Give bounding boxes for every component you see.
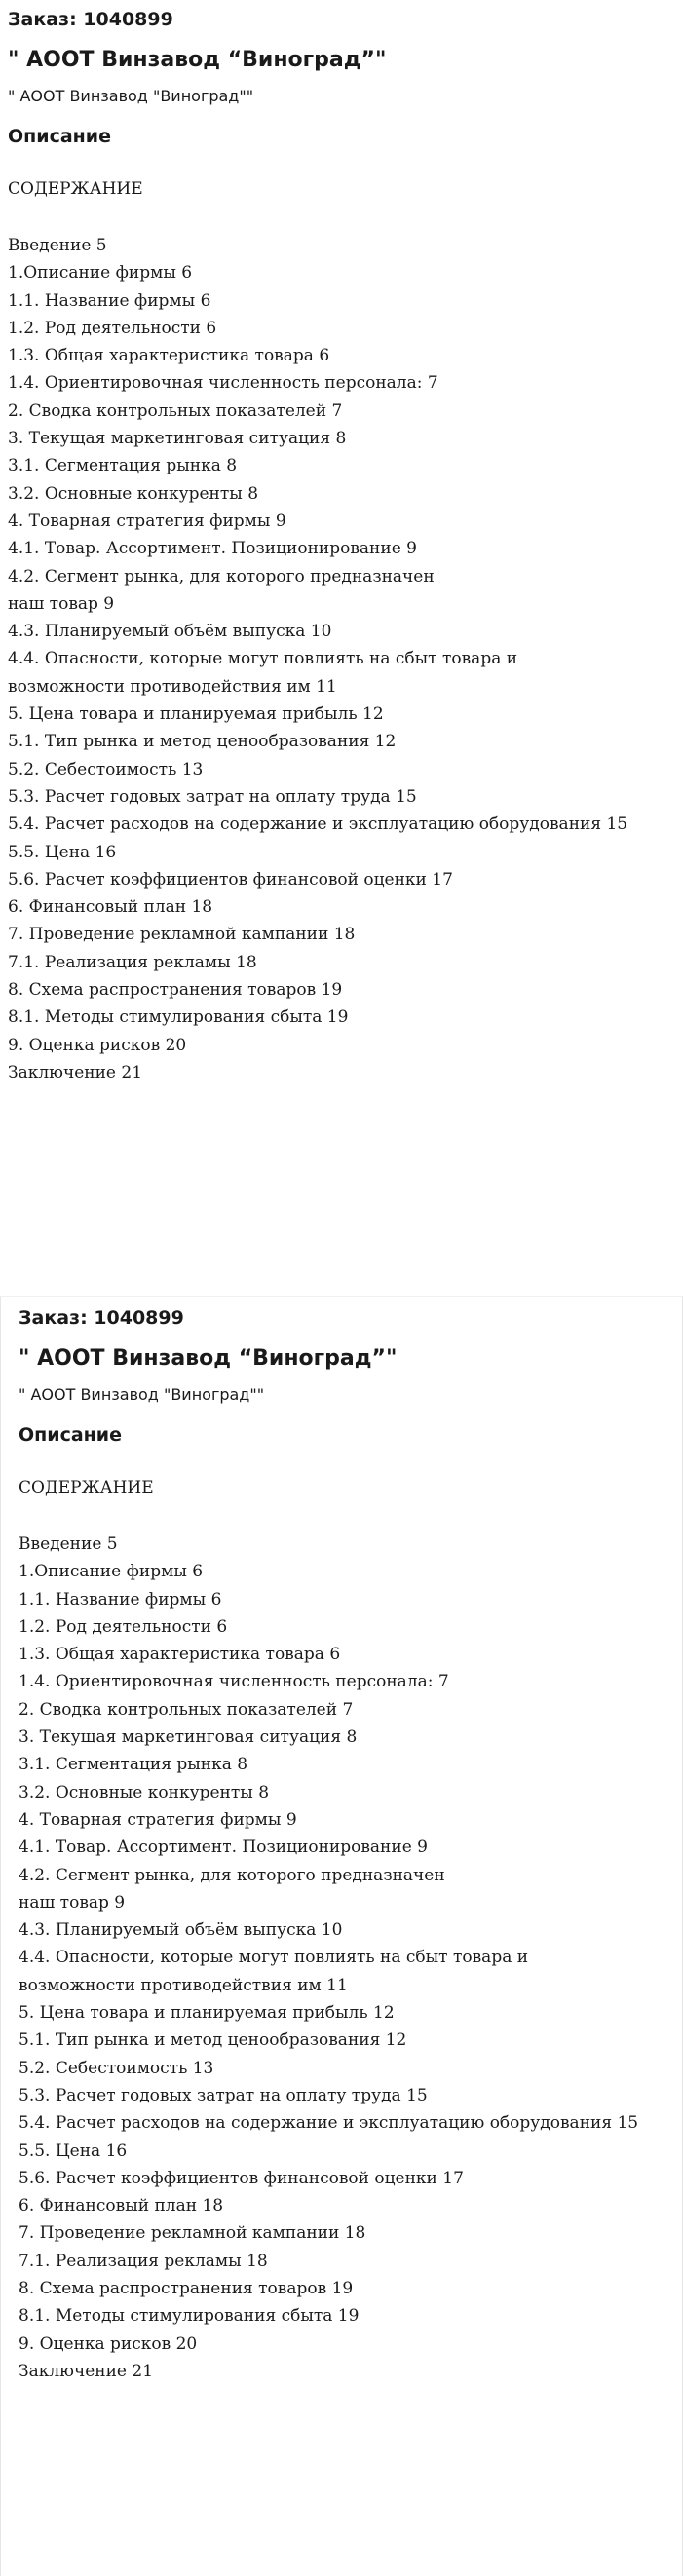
toc-entry: 5.1. Тип рынка и метод ценообразования 12 [19,2030,407,2051]
toc-entry: 4. Товарная стратегия фирмы 9 [19,1809,297,1830]
toc-entry: 6. Финансовый план 18 [19,2196,224,2216]
order-label: Заказ: 1040899 [8,9,173,30]
toc-entry: 8. Схема распространения товаров 19 [19,2279,354,2299]
toc-entry: 4.2. Сегмент рынка, для которого предназначен наш товар 9 [8,566,435,614]
toc-entry: 1.Описание фирмы 6 [19,1562,204,1582]
toc-entry: 5.2. Себестоимость 13 [19,2058,214,2078]
document-preview-1 [0,0,683,1237]
toc-entry: 1.4. Ориентировочная численность персонала: 7 [19,1672,449,1692]
document-title: " АООТ Винзавод “Виноград”" [19,1346,398,1371]
toc-entry: Заключение 21 [8,1062,143,1082]
toc-entry: 4.2. Сегмент рынка, для которого предназначен наш товар 9 [19,1865,445,1913]
toc-entry: 1.2. Род деятельности 6 [8,318,217,338]
toc-entry: Введение 5 [19,1534,118,1554]
toc-entry: 7.1. Реализация рекламы 18 [8,952,257,972]
toc-entry: 6. Финансовый план 18 [8,897,213,918]
toc-entry: 5.6. Расчет коэффициентов финансовой оценки 17 [19,2168,464,2188]
toc-entry: 3. Текущая маркетинговая ситуация 8 [19,1727,358,1748]
description-heading: Описание [19,1424,123,1446]
toc-entry: 5.4. Расчет расходов на содержание и эксплуатацию оборудования 15 [8,814,628,835]
toc-entry: 4.1. Товар. Ассортимент. Позиционирование 9 [8,539,417,559]
toc-entry: 5. Цена товара и планируемая прибыль 12 [8,704,384,725]
toc-entry: 1.1. Название фирмы 6 [8,290,211,311]
table-of-contents [8,232,683,1086]
toc-entry: 3.1. Сегментация рынка 8 [8,456,238,476]
toc-entry: 2. Сводка контрольных показателей 7 [19,1699,354,1720]
toc-entry: 8.1. Методы стимулирования сбыта 19 [8,1007,349,1028]
toc-entry: 5.4. Расчет расходов на содержание и эксплуатацию оборудования 15 [19,2113,639,2134]
toc-entry: 5.3. Расчет годовых затрат на оплату труда 15 [19,2085,428,2105]
toc-entry: 5.1. Тип рынка и метод ценообразования 12 [8,732,397,752]
toc-entry: 3.2. Основные конкуренты 8 [8,483,259,504]
toc-entry: 5.5. Цена 16 [19,2140,128,2161]
toc-entry: 4.1. Товар. Ассортимент. Позиционирование 9 [19,1837,428,1858]
toc-entry: 8. Схема распространения товаров 19 [8,980,343,1001]
toc-entry: 4.3. Планируемый объём выпуска 10 [19,1920,343,1941]
toc-entry: 4.4. Опасности, которые могут повлиять на сбыт товара и возможности противодействия им 11 [8,649,518,697]
toc-entry: 1.2. Род деятельности 6 [19,1616,228,1637]
contents-label: СОДЕРЖАНИЕ [8,179,143,199]
toc-entry: 9. Оценка рисков 20 [19,2333,198,2354]
contents-label: СОДЕРЖАНИЕ [19,1478,154,1497]
toc-entry: 1.4. Ориентировочная численность персонала: 7 [8,373,438,394]
toc-entry: 8.1. Методы стимулирования сбыта 19 [19,2306,360,2327]
toc-entry: 5. Цена товара и планируемая прибыль 12 [19,2003,395,2024]
toc-entry: 1.1. Название фирмы 6 [19,1589,222,1610]
document-subtitle: " АООТ Винзавод "Виноград"" [19,1385,265,1404]
description-heading: Описание [8,126,112,147]
toc-entry: 5.2. Себестоимость 13 [8,759,204,779]
document-subtitle: " АООТ Винзавод "Виноград"" [8,87,254,105]
order-label: Заказ: 1040899 [19,1307,184,1329]
document-preview-2 [0,1296,683,2576]
toc-entry: 5.6. Расчет коэффициентов финансовой оценки 17 [8,869,453,890]
toc-entry: Введение 5 [8,236,107,255]
toc-entry: 4.4. Опасности, которые могут повлиять на сбыт товара и возможности противодействия им 11 [19,1948,529,1995]
document-title: " АООТ Винзавод “Виноград”" [8,48,387,72]
toc-entry: 7.1. Реализация рекламы 18 [19,2251,268,2271]
toc-entry: 5.3. Расчет годовых затрат на оплату труда 15 [8,786,417,807]
toc-entry: 3.1. Сегментация рынка 8 [19,1755,248,1775]
toc-entry: 3. Текущая маркетинговая ситуация 8 [8,429,347,449]
toc-entry: 5.5. Цена 16 [8,842,117,862]
table-of-contents [19,1531,682,2385]
toc-entry: 1.3. Общая характеристика товара 6 [19,1645,341,1665]
toc-entry: 3.2. Основные конкуренты 8 [19,1782,270,1802]
toc-entry: 9. Оценка рисков 20 [8,1035,187,1055]
toc-entry: 4.3. Планируемый объём выпуска 10 [8,622,332,642]
toc-entry: 1.Описание фирмы 6 [8,263,193,284]
toc-entry: 1.3. Общая характеристика товара 6 [8,346,330,366]
toc-entry: 4. Товарная стратегия фирмы 9 [8,511,286,531]
toc-entry: 2. Сводка контрольных показателей 7 [8,400,343,421]
toc-entry: 7. Проведение рекламной кампании 18 [8,925,356,945]
toc-entry: Заключение 21 [19,2361,154,2381]
toc-entry: 7. Проведение рекламной кампании 18 [19,2223,366,2244]
